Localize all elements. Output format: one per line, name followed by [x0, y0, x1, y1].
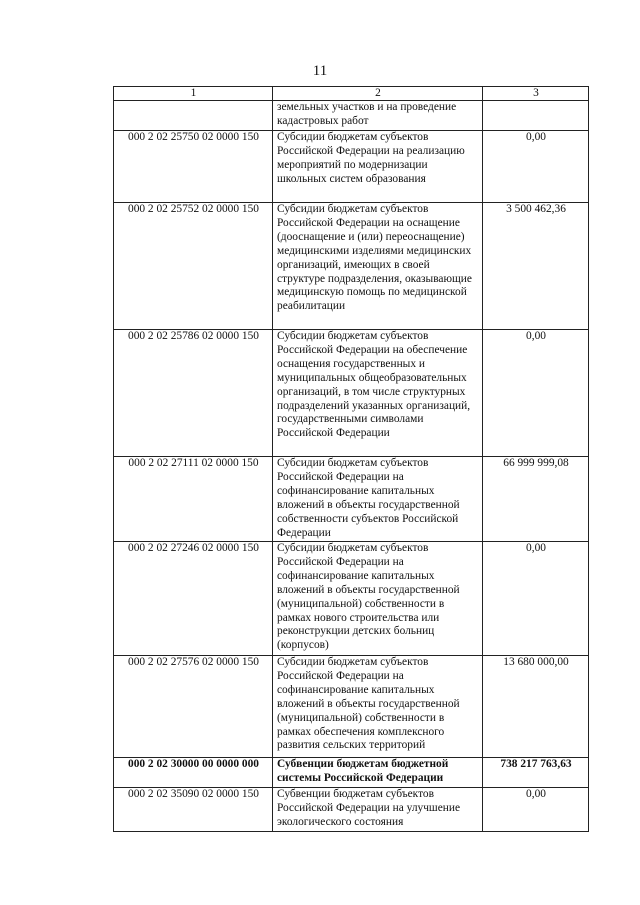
- amount-cell: 738 217 763,63: [483, 758, 589, 788]
- budget-code-cell: 000 2 02 35090 02 0000 150: [114, 788, 273, 832]
- budget-code-cell: 000 2 02 30000 00 0000 000: [114, 758, 273, 788]
- column-header-1: 1: [114, 87, 273, 101]
- amount-cell: 0,00: [483, 131, 589, 203]
- budget-code-cell: [114, 101, 273, 131]
- table-row: [114, 542, 589, 656]
- table-header-row: [114, 87, 589, 101]
- amount-cell: 66 999 999,08: [483, 457, 589, 542]
- budget-code-cell: 000 2 02 27246 02 0000 150: [114, 542, 273, 656]
- table-row-total: [114, 758, 589, 788]
- column-header-3: 3: [483, 87, 589, 101]
- description-cell: Субсидии бюджетам субъектов Российской Федерации на софинансирование капитальных вложений в объекты государственной (муниципальной) собственности в рамках обеспечения комплексного развития сельских территорий: [273, 656, 483, 758]
- column-header-2: 2: [273, 87, 483, 101]
- table-row: [114, 656, 589, 758]
- description-cell: Субвенции бюджетам бюджетной системы Российской Федерации: [273, 758, 483, 788]
- table-row: [114, 788, 589, 832]
- description-cell: Субвенции бюджетам субъектов Российской Федерации на улучшение экологического состояния: [273, 788, 483, 832]
- budget-table: [113, 86, 589, 832]
- budget-code-cell: 000 2 02 25786 02 0000 150: [114, 330, 273, 457]
- page-number: 11: [312, 63, 328, 79]
- description-cell: Субсидии бюджетам субъектов Российской Федерации на реализацию мероприятий по модернизации школьных систем образования: [273, 131, 483, 203]
- description-cell: Субсидии бюджетам субъектов Российской Федерации на обеспечение оснащения государственных и муниципальных общеобразовательных организаций, в том числе структурных подразделений указанных организаций, государственными символами Российской Федерации: [273, 330, 483, 457]
- amount-cell: 0,00: [483, 788, 589, 832]
- amount-cell: 0,00: [483, 330, 589, 457]
- description-cell: Субсидии бюджетам субъектов Российской Федерации на софинансирование капитальных вложений в объекты государственной собственности субъектов Российской Федерации: [273, 457, 483, 542]
- table-row: [114, 203, 589, 330]
- description-cell: Субсидии бюджетам субъектов Российской Федерации на софинансирование капитальных вложений в объекты государственной (муниципальной) собственности в рамках нового строительства или реконструкции детских больниц (корпусов): [273, 542, 483, 656]
- table-row: [114, 457, 589, 542]
- description-cell: земельных участков и на проведение кадастровых работ: [273, 101, 483, 131]
- amount-cell: 3 500 462,36: [483, 203, 589, 330]
- budget-code-cell: 000 2 02 27111 02 0000 150: [114, 457, 273, 542]
- table-row: [114, 101, 589, 131]
- description-cell: Субсидии бюджетам субъектов Российской Федерации на оснащение (дооснащение и (или) переоснащение) медицинскими изделиями медицинских организаций, имеющих в своей структуре подразделения, оказывающие медицинскую помощь по медицинской реабилитации: [273, 203, 483, 330]
- budget-code-cell: 000 2 02 25752 02 0000 150: [114, 203, 273, 330]
- amount-cell: 0,00: [483, 542, 589, 656]
- amount-cell: 13 680 000,00: [483, 656, 589, 758]
- budget-code-cell: 000 2 02 25750 02 0000 150: [114, 131, 273, 203]
- amount-cell: [483, 101, 589, 131]
- table-row: [114, 330, 589, 457]
- budget-code-cell: 000 2 02 27576 02 0000 150: [114, 656, 273, 758]
- table-row: [114, 131, 589, 203]
